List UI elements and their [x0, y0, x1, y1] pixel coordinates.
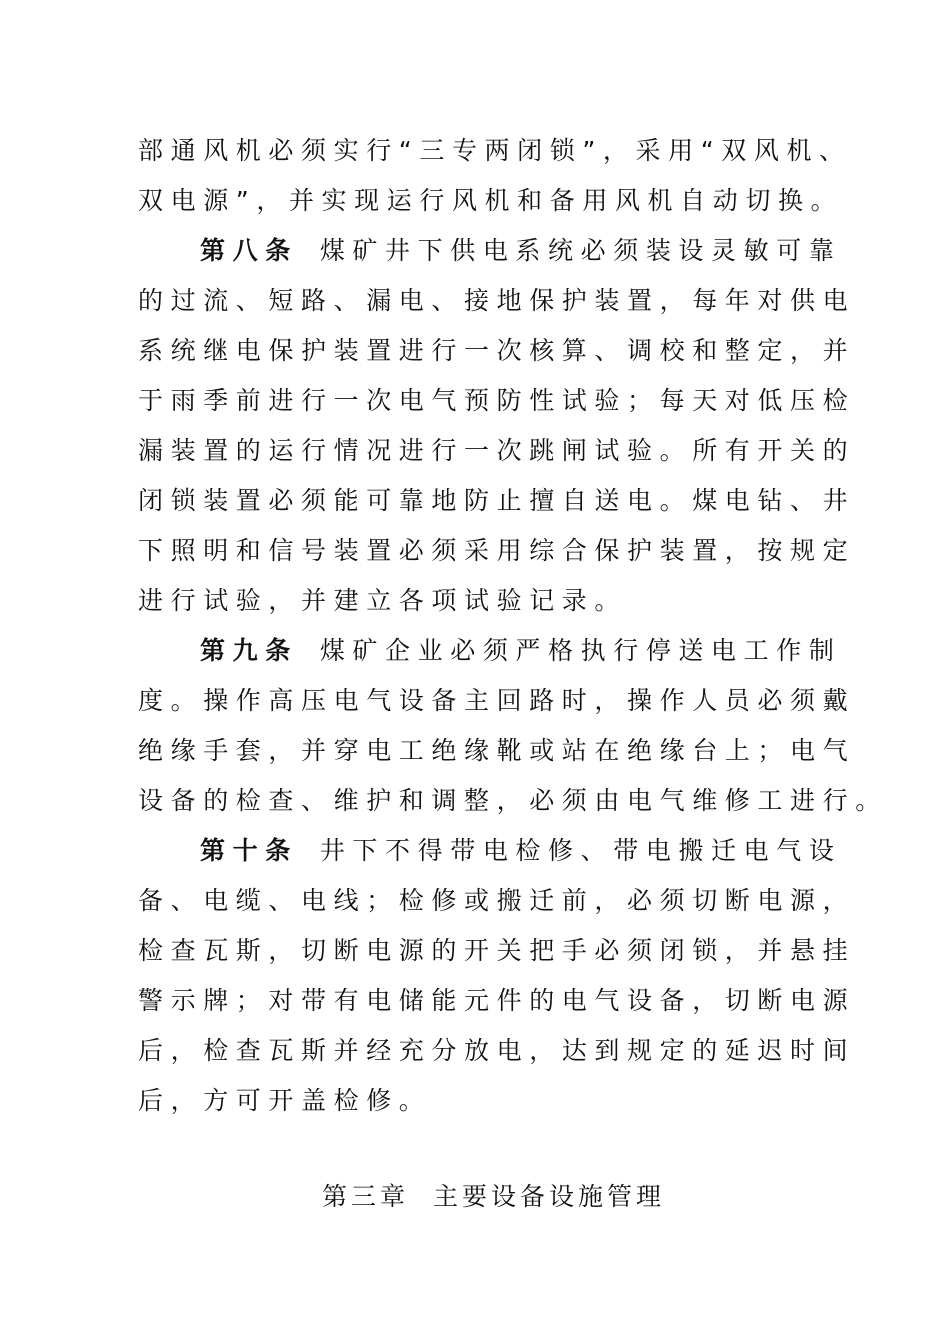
text-line: 备、电缆、电线；检修或搬迁前，必须切断电源，: [138, 886, 856, 915]
article-10-first-line: [200, 831, 841, 871]
text-line: 双电源”，并实现运行风机和备用风机自动切换。: [138, 186, 844, 215]
text-line: 进行试验，并建立各项试验记录。: [138, 586, 628, 615]
article-8-first-line: [200, 231, 841, 271]
text-line: 于雨季前进行一次电气预防性试验；每天对低压检: [138, 386, 856, 415]
chapter-title: 主要设备设施管理: [433, 1182, 666, 1211]
article-9-first-line: [200, 631, 841, 671]
text-line: 绝缘手套，并穿电工绝缘靴或站在绝缘台上；电气: [138, 736, 856, 765]
article-10-heading: 第十条: [200, 836, 298, 865]
text-line: 下照明和信号装置必须采用综合保护装置，按规定: [138, 536, 856, 565]
article-8-heading: 第八条: [200, 236, 298, 265]
text-line: 警示牌；对带有电储能元件的电气设备，切断电源: [138, 986, 856, 1015]
text-line: 后，检查瓦斯并经充分放电，达到规定的延迟时间: [138, 1036, 856, 1065]
text-line: 煤矿井下供电系统必须装设灵敏可靠: [319, 236, 842, 265]
text-line: 的过流、短路、漏电、接地保护装置，每年对供电: [138, 286, 856, 315]
text-line: 检查瓦斯，切断电源的开关把手必须闭锁，并悬挂: [138, 936, 856, 965]
text-line: 部通风机必须实行“三专两闭锁”，采用“双风机、: [138, 136, 852, 165]
article-9-heading: 第九条: [200, 636, 298, 665]
text-line: 煤矿企业必须严格执行停送电工作制: [319, 636, 842, 665]
text-line: 闭锁装置必须能可靠地防止擅自送电。煤电钻、井: [138, 486, 856, 515]
text-line: 设备的检查、维护和调整，必须由电气维修工进行。: [138, 786, 888, 815]
text-line: 漏装置的运行情况进行一次跳闸试验。所有开关的: [138, 436, 856, 465]
text-line: 后，方可开盖检修。: [138, 1086, 432, 1115]
text-line: 井下不得带电检修、带电搬迁电气设: [319, 836, 842, 865]
chapter-heading: [322, 1177, 665, 1217]
chapter-number: 第三章: [322, 1182, 410, 1211]
text-line: 系统继电保护装置进行一次核算、调校和整定，并: [138, 336, 856, 365]
text-line: 度。操作高压电气设备主回路时，操作人员必须戴: [138, 686, 856, 715]
